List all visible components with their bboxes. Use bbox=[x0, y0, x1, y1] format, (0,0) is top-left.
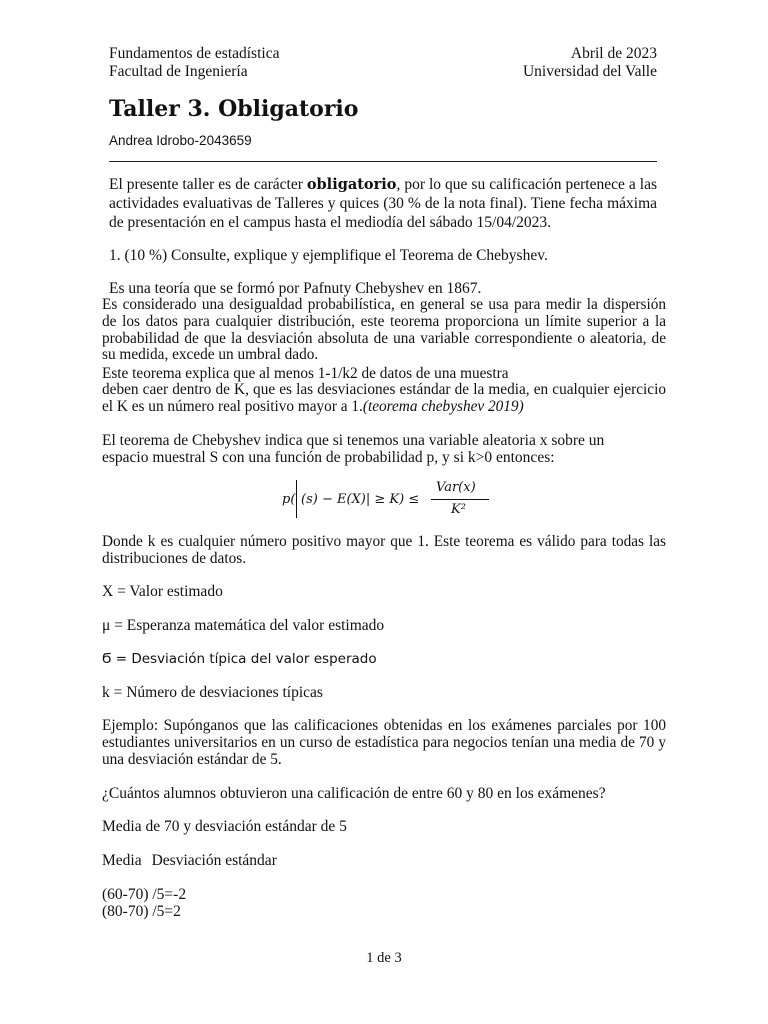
page-number: 1 de 3 bbox=[366, 950, 402, 966]
question-1: 1. (10 %) Consulte, explique y ejemplifique el Teorema de Chebyshev. bbox=[109, 247, 548, 264]
formula-p-open: p( bbox=[282, 492, 296, 507]
example-columns bbox=[102, 852, 277, 869]
answer-paragraph-2 bbox=[102, 382, 666, 416]
header-university: Universidad del Valle bbox=[522, 63, 657, 80]
answer-paragraph-1: Es considerado una desigualdad probabilística, en general se usa para medir la dispersión de los datos para cualquier distribución, este teorema proporciona un límite superior a la probabilidad de que la desviación absoluta de una variable correspondiente o aleatoria, de su medida, excede un umbral dado. bbox=[102, 296, 666, 364]
formula-denominator: K² bbox=[451, 502, 466, 517]
header-course: Fundamentos de estadística bbox=[109, 45, 280, 62]
answer-line-1: Es una teoría que se formó por Pafnuty Chebyshev en 1867. bbox=[109, 280, 482, 297]
page-title: Taller 3. Obligatorio bbox=[109, 96, 359, 122]
example-summary: Media de 70 y desviación estándar de 5 bbox=[102, 818, 347, 835]
example-paragraph: Ejemplo: Supónganos que las calificaciones obtenidas en los exámenes parciales por 100 estudiantes universitarios en un curso de estadística para negocios tenían una media de 70 y una desviación estándar de 5. bbox=[102, 717, 666, 768]
intro-text-start: El presente taller es de carácter bbox=[109, 176, 307, 193]
intro-bold-word: obligatorio bbox=[306, 176, 397, 193]
calc-line-1: (60-70) /5=-2 bbox=[102, 886, 187, 903]
calc-line-2: (80-70) /5=2 bbox=[102, 903, 181, 920]
column-media: Media bbox=[102, 852, 142, 869]
author-name: Andrea Idrobo-2043659 bbox=[109, 133, 252, 148]
definition-k: k = Número de desviaciones típicas bbox=[102, 684, 323, 701]
formula-middle: (s) − E(X)| ≥ K) ≤ bbox=[301, 492, 420, 507]
intro-text-end: , por lo que su calificación pertenece a las actividades evaluativas de Talleres y quices (30 % de la nota final). Tiene fecha máxima de presentación en el campus hasta el mediodía del sábado 15/04/2023. bbox=[109, 176, 657, 232]
formula-fraction-bar bbox=[431, 499, 489, 500]
definition-x: X = Valor estimado bbox=[102, 583, 223, 600]
formula-numerator: Var(x) bbox=[436, 480, 476, 495]
intro-paragraph bbox=[109, 175, 657, 233]
citation: (teorema chebyshev 2019) bbox=[362, 397, 524, 415]
formula-abs-bar bbox=[296, 480, 297, 518]
header-faculty: Facultad de Ingeniería bbox=[109, 63, 248, 80]
definition-sigma: Ϭ = Desviación típica del valor esperado bbox=[102, 651, 377, 667]
theorem-intro-line-1: El teorema de Chebyshev indica que si tenemos una variable aleatoria x sobre un bbox=[102, 432, 605, 449]
header-date: Abril de 2023 bbox=[570, 45, 657, 62]
example-question: ¿Cuántos alumnos obtuvieron una calificación de entre 60 y 80 en los exámenes? bbox=[102, 785, 606, 802]
definition-mu: μ = Esperanza matemática del valor estimado bbox=[102, 617, 385, 634]
theorem-intro-line-2: espacio muestral S con una función de probabilidad p, y si k>0 entonces: bbox=[102, 449, 555, 466]
where-paragraph: Donde k es cualquier número positivo mayor que 1. Este teorema es válido para todas las distribuciones de datos. bbox=[102, 533, 666, 567]
title-divider bbox=[109, 161, 657, 162]
column-desviacion: Desviación estándar bbox=[151, 852, 277, 869]
answer-paragraph-2-text: deben caer dentro de K, que es las desviaciones estándar de la media, en cualquier ejercicio el K es un número real positivo mayor a 1. bbox=[102, 381, 666, 415]
answer-line-2: Este teorema explica que al menos 1-1/k2 de datos de una muestra bbox=[102, 365, 509, 382]
